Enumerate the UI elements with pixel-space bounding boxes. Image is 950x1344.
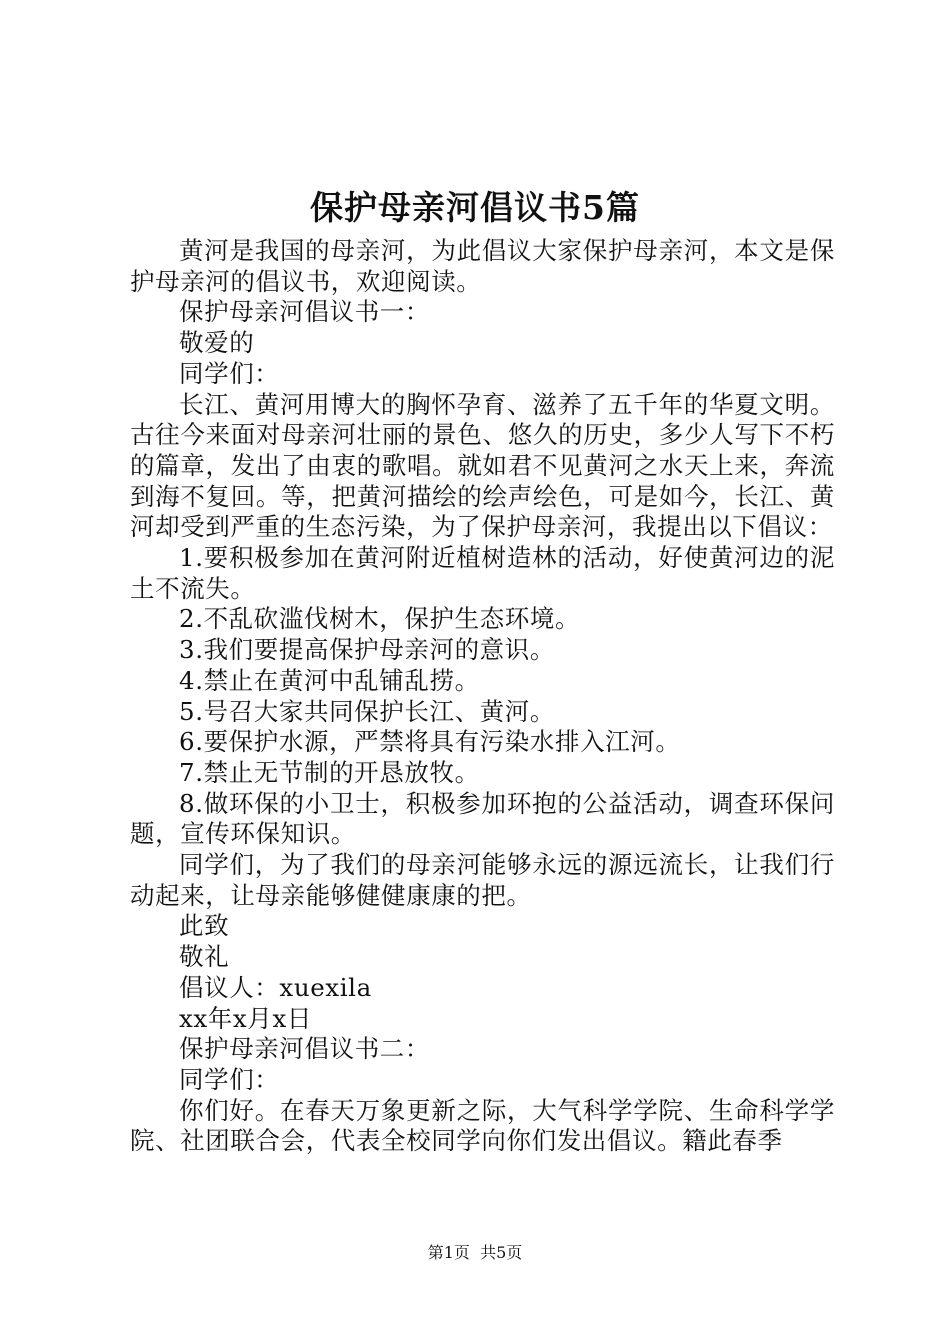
signatory: 倡议人：xuexila [179,972,372,1002]
body-paragraph: 你们好。在春天万象更新之际，大气科学学院、生命科学学院、社团联合会，代表全校同学向你们发出倡议。籍此春季 [130,1095,835,1156]
salutation-addressee: 同学们： [179,1064,280,1094]
salutation-addressee: 同学们： [179,358,280,388]
closing-regards: 敬礼 [179,942,230,972]
proposal-item: 4.禁止在黄河中乱铺乱捞。 [179,665,480,695]
section-heading-1: 保护母亲河倡议书一： [179,297,430,327]
proposal-item: 3.我们要提高保护母亲河的意识。 [179,635,555,665]
date-line: xx年x月x日 [179,1003,312,1033]
page-footer: 第1页 共5页 [427,1243,523,1262]
section-heading-2: 保护母亲河倡议书二： [179,1034,430,1064]
proposal-item: 7.禁止无节制的开恳放牧。 [179,757,480,787]
proposal-item: 1.要积极参加在黄河附近植树造林的活动，好使黄河边的泥土不流失。 [130,543,835,603]
closing-paragraph: 同学们，为了我们的母亲河能够永远的源远流长，让我们行动起来，让母亲能够健健康康的把。 [130,850,835,910]
proposal-item: 2.不乱砍滥伐树木，保护生态环境。 [179,604,581,634]
salutation-line: 敬爱的 [179,328,255,358]
document-title: 保护母亲河倡议书5篇 [310,188,640,227]
proposal-item: 8.做环保的小卫士，积极参加环抱的公益活动，调查环保问题，宣传环保知识。 [130,788,835,849]
intro-paragraph: 黄河是我国的母亲河，为此倡议大家保护母亲河，本文是保护母亲河的倡议书，欢迎阅读。 [130,236,835,296]
proposal-item: 6.要保护水源，严禁将具有污染水排入江河。 [179,727,681,757]
document-body [130,236,835,1157]
closing-salutation: 此致 [179,911,230,941]
proposal-item: 5.号召大家共同保护长江、黄河。 [179,696,555,726]
body-paragraph: 长江、黄河用博大的胸怀孕育、滋养了五千年的华夏文明。古往今来面对母亲河壮丽的景色、悠久的历史，多少人写下不朽的篇章，发出了由衷的歌唱。就如君不见黄河之水天上来，奔流到海不复回。等，把黄河描绘的绘声绘色，可是如今，长江、黄河却受到严重的生态污染，为了保护母亲河，我提出以下倡议： [130,389,835,542]
